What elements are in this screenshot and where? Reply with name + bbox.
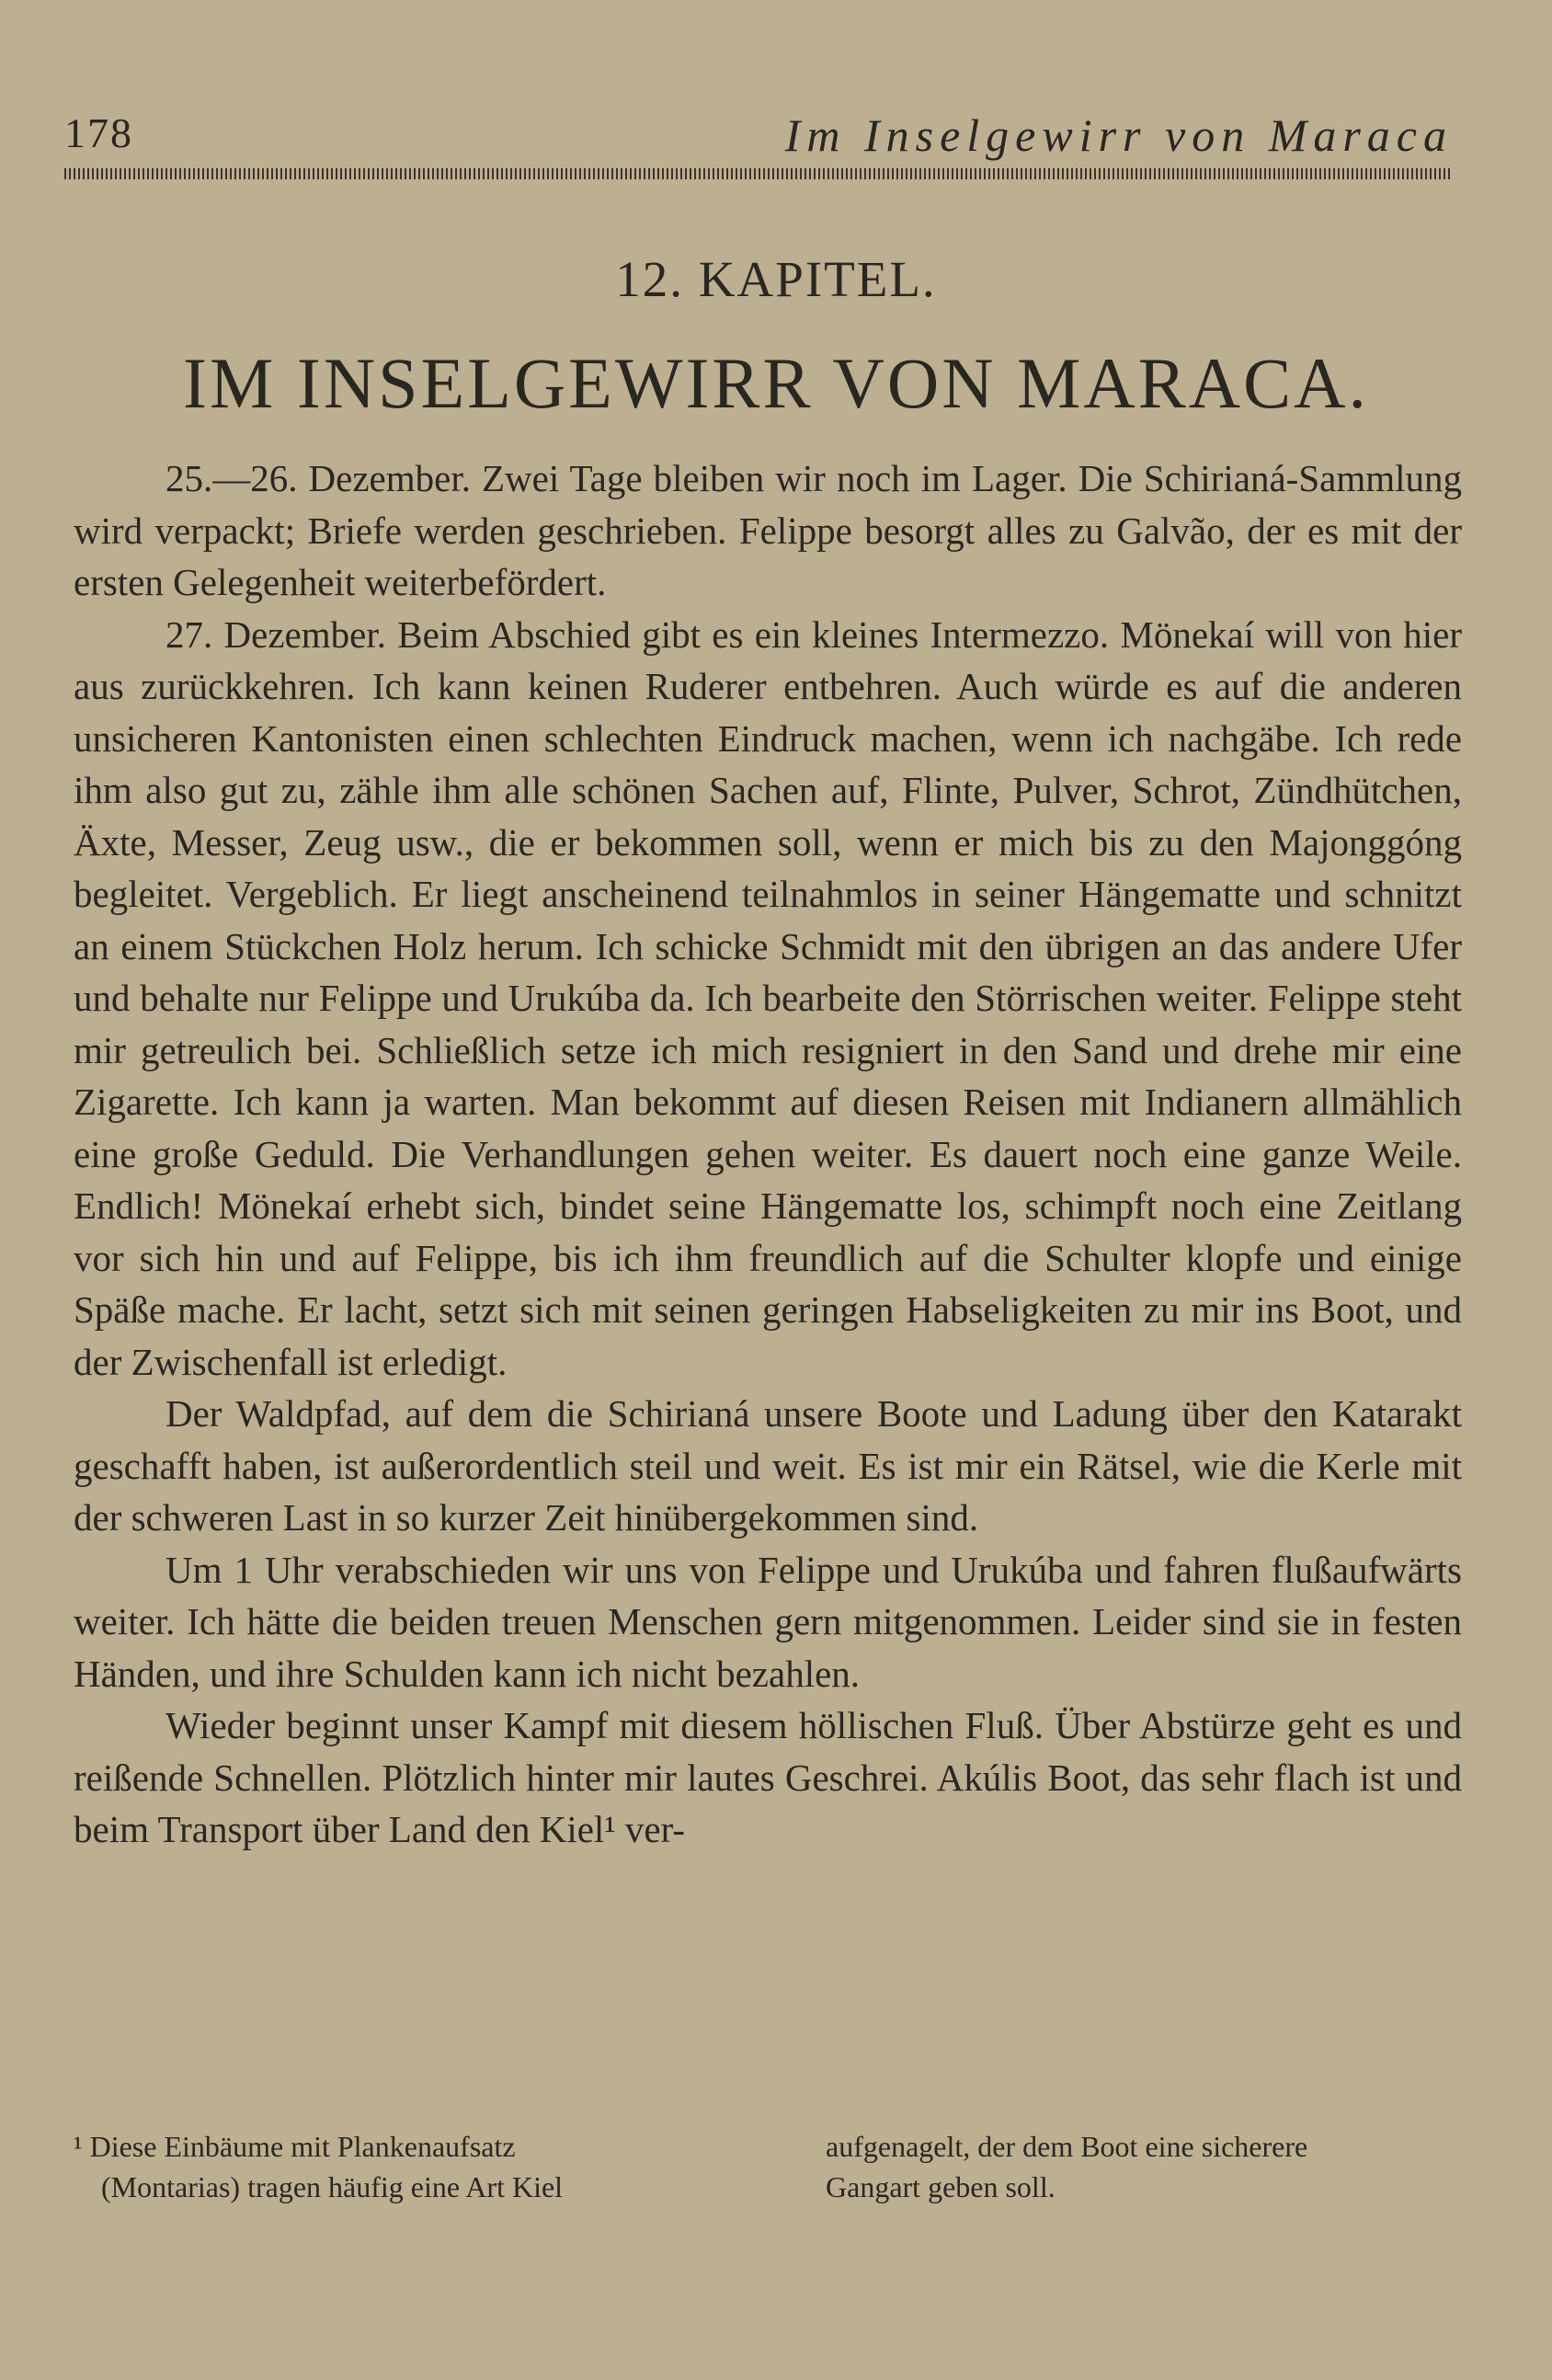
footnote-line: aufgenagelt, der dem Boot eine sicherere — [826, 2130, 1308, 2163]
chapter-number: 12. KAPITEL. — [615, 251, 937, 307]
paragraph: Der Waldpfad, auf dem die Schirianá unsere Boote und Ladung über den Katarakt geschafft haben, ist außerordentlich steil und weit. Es ist mir ein Rätsel, wie die Kerle mit der schweren Last in so kurzer Zeit hinübergekommen sind. — [74, 1392, 1462, 1539]
running-head: Im Inselgewirr von Maraca — [784, 109, 1453, 161]
footnote-line: Gangart geben soll. — [826, 2170, 1056, 2203]
page-header — [64, 109, 1453, 173]
footnote-line: (Montarias) tragen häufig eine Art Kiel — [101, 2170, 564, 2203]
chapter-title: IM INSELGEWIRR VON MARACA. — [183, 343, 1369, 423]
paragraph: Um 1 Uhr verabschieden wir uns von Felippe und Urukúba und fahren flußaufwärts weiter. Ich hätte die beiden treuen Menschen gern mitgenommen. Leider sind sie in festen Händen, und ihre Schulden kann ich nicht bezahlen. — [74, 1548, 1462, 1695]
body-text — [74, 452, 1462, 1856]
paragraph: 27. Dezember. Beim Abschied gibt es ein kleines Intermezzo. Mönekaí will von hier aus zurückkehren. Ich kann keinen Ruderer entbehren. Auch würde es auf die anderen unsicheren Kantonisten einen schlechten Eindruck machen, wenn ich nachgäbe. Ich rede ihm also gut zu, zähle ihm alle schönen Sachen auf, Flinte, Pulver, Schrot, Zündhütchen, Äxte, Messer, Zeug usw., die er bekommen soll, wenn er mich bis zu den Majonggóng begleitet. Vergeblich. Er liegt anscheinend teilnahmlos in seiner Hängematte und schnitzt an einem Stückchen Holz herum. Ich schicke Schmidt mit den übrigen an das andere Ufer und behalte nur Felippe und Urukúba da. Ich bearbeite den Störrischen weiter. Felippe steht mir getreulich bei. Schließlich setze ich mich resigniert in den Sand und drehe mir eine Zigarette. Ich kann ja warten. Man bekommt auf diesen Reisen mit Indianern allmählich eine große Geduld. Die Verhandlungen gehen weiter. Es dauert noch eine ganze Weile. Endlich! Mönekaí erhebt sich, bindet seine Hängematte los, schimpft noch eine Zeitlang vor sich hin und auf Felippe, bis ich ihm freundlich auf die Schulter klopfe und einige Späße mache. Er lacht, setzt sich mit seinen geringen Habseligkeiten zu mir ins Boot, und der Zwischenfall ist erledigt. — [74, 612, 1462, 1383]
header-rule — [64, 168, 1453, 179]
paragraph: Wieder beginnt unser Kampf mit diesem höllischen Fluß. Über Abstürze geht es und reißende Schnellen. Plötzlich hinter mir lautes Geschrei. Akúlis Boot, das sehr flach ist und beim Transport über Land den Kiel¹ ver- — [74, 1704, 1462, 1850]
footnote-column-right — [826, 2126, 1469, 2207]
footnote-column-left — [74, 2126, 772, 2207]
paragraph: 25.—26. Dezember. Zwei Tage bleiben wir noch im Lager. Die Schirianá-Sammlung wird verpackt; Briefe werden geschrieben. Felippe besorgt alles zu Galvão, der es mit der ersten Gelegenheit weiterbefördert. — [74, 457, 1462, 603]
footnote-line: ¹ Diese Einbäume mit Plankenaufsatz — [74, 2130, 516, 2163]
page-number: 178 — [64, 109, 133, 156]
